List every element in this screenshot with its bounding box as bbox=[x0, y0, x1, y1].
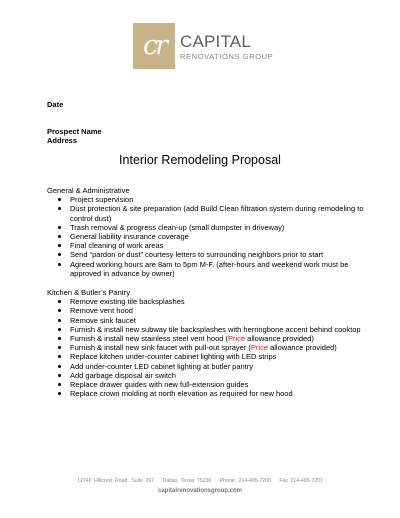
date-label: Date bbox=[47, 100, 64, 109]
kitchen-heading: Kitchen & Butler’s Pantry bbox=[47, 288, 131, 297]
footer-city: Dallas, Texas 75230 bbox=[162, 478, 212, 484]
document-title: Interior Remodeling Proposal bbox=[119, 153, 281, 167]
list-item: Add under-counter LED cabinet lighting at butler pantry bbox=[70, 362, 367, 371]
list-item: Final cleaning of work areas bbox=[70, 241, 367, 250]
list-item bbox=[70, 334, 367, 343]
footer-street: 12740 Hillcrest Road, Suite 267 bbox=[77, 478, 155, 484]
footer-website[interactable]: capitalrenovationsgroup.com bbox=[157, 488, 242, 494]
list-item: Replace crown molding at north elevation as required for new hood bbox=[70, 389, 367, 398]
price-highlight: Price bbox=[250, 343, 269, 353]
item-text: allowance provided) bbox=[245, 334, 314, 344]
kitchen-list bbox=[47, 297, 367, 398]
footer-phone: Phone: 214-495-7200 bbox=[219, 478, 271, 484]
logo-monogram-box bbox=[133, 23, 175, 69]
general-list bbox=[47, 195, 367, 278]
list-item: Remove vent hood bbox=[70, 306, 367, 315]
item-text: allowance provided) bbox=[268, 343, 337, 353]
list-item: Furnish & install new subway tile backsplashes with herringbone accent behind cooktop bbox=[70, 325, 367, 334]
item-text: Furnish & install new stainless steel vent hood ( bbox=[70, 334, 228, 344]
logo-company-subtitle: RENOVATIONS GROUP bbox=[180, 52, 274, 61]
general-section bbox=[47, 186, 367, 278]
item-text: Furnish & install new sink faucet with pull-out sprayer ( bbox=[70, 343, 251, 353]
prospect-name-label: Prospect Name bbox=[47, 127, 102, 136]
logo-monogram: cr bbox=[142, 29, 166, 61]
list-item: Replace drawer guides with new full-extension guides bbox=[70, 380, 367, 389]
list-item: Agreed working hours are 8am to 5pm M-F. (after-hours and weekend work must be approved in advance by owner) bbox=[70, 260, 367, 278]
list-item: Replace kitchen under-counter cabinet lighting with LED strips bbox=[70, 352, 367, 361]
footer-address-line bbox=[0, 478, 400, 485]
list-item: Trash removal & progress clean-up (small dumpster in driveway) bbox=[70, 223, 367, 232]
list-item: General liability insurance coverage bbox=[70, 232, 367, 241]
list-item: Remove sink faucet bbox=[70, 316, 367, 325]
list-item bbox=[70, 343, 367, 352]
kitchen-section bbox=[47, 288, 367, 398]
address-label: Address bbox=[47, 136, 78, 145]
list-item: Add garbage disposal air switch bbox=[70, 371, 367, 380]
list-item: Remove existing tile backsplashes bbox=[70, 297, 367, 306]
list-item: Send “pardon or dust” courtesy letters to surrounding neighbors prior to start bbox=[70, 250, 367, 259]
logo-company-name: CAPITAL bbox=[180, 32, 251, 51]
list-item: Dust protection & site preparation (add Build Clean filtration system during remodeling to control dust) bbox=[70, 204, 367, 222]
general-heading: General & Administrative bbox=[47, 186, 130, 195]
price-highlight: Price bbox=[228, 334, 246, 344]
footer-fax: Fax 214-495-7201 bbox=[279, 478, 323, 484]
list-item: Project supervision bbox=[70, 195, 367, 204]
company-logo bbox=[133, 23, 273, 69]
